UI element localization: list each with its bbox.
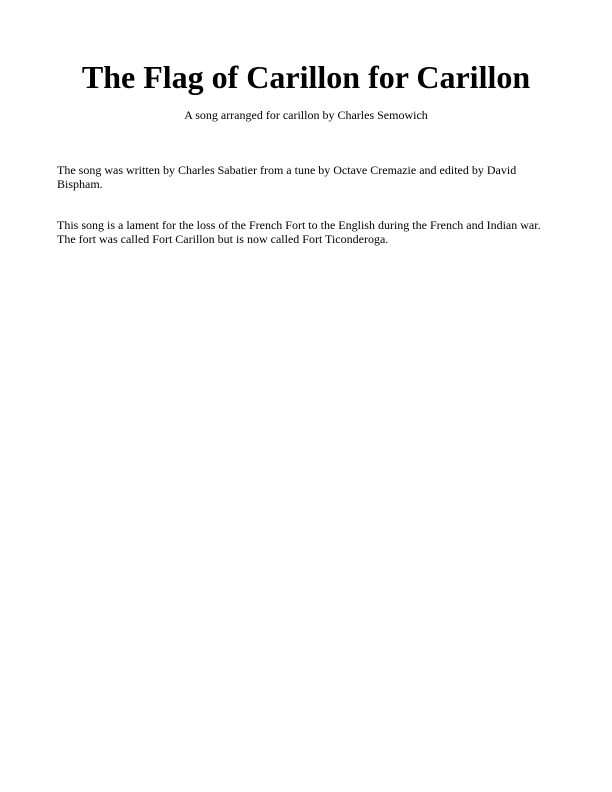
paragraph-authorship: The song was written by Charles Sabatier from a tune by Octave Cremazie and edited by David Bispham. xyxy=(57,163,517,191)
document-title: The Flag of Carillon for Carillon xyxy=(81,59,531,95)
paragraph-history: This song is a lament for the loss of the French Fort to the English during the French and Indian war. The fort was called Fort Carillon but is now called Fort Ticonderoga. xyxy=(57,218,541,246)
document-subtitle: A song arranged for carillon by Charles Semowich xyxy=(184,108,428,122)
